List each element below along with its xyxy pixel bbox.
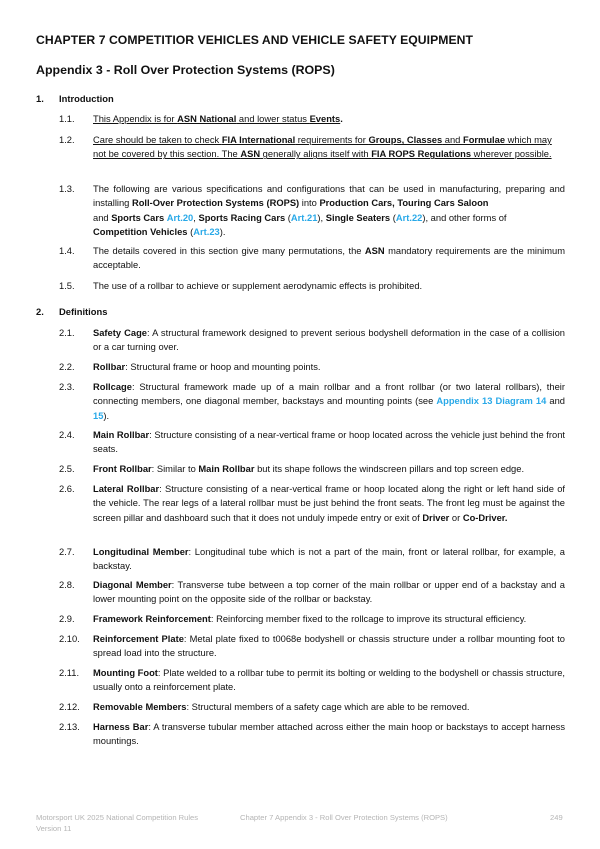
- item-number: 2.8.: [59, 580, 75, 590]
- item-number: 1.4.: [59, 246, 75, 256]
- item-number: 2.10.: [59, 634, 80, 644]
- article-20-link[interactable]: Art.20: [166, 212, 194, 223]
- text-run: ), and other forms of: [422, 212, 507, 223]
- intro-item-1-4: [59, 244, 565, 273]
- text-run: .: [340, 114, 343, 124]
- formulae-term: Formulae: [462, 135, 506, 145]
- text-run: and: [93, 212, 112, 223]
- definition-text: : A structural framework designed to prevent serious bodyshell deformation in the case of a collision or a car turning over.: [93, 328, 565, 353]
- intro-item-1-2: [59, 133, 565, 162]
- definition-text: : Reinforcing member fixed to the rollcage to improve its structural efficiency.: [210, 614, 527, 624]
- footer-version: Version 11: [36, 824, 72, 833]
- fia-rops-term: FIA ROPS Regulations: [371, 149, 472, 160]
- article-23-link[interactable]: Art.23: [193, 226, 220, 237]
- text-run: mandatory requirements are the minimum acceptable.: [93, 246, 565, 271]
- item-number: 2.11.: [59, 668, 80, 678]
- text-run: (: [392, 212, 396, 223]
- item-number: 1.1.: [59, 114, 75, 124]
- item-number: 1.2.: [59, 135, 75, 145]
- definition-text: ).: [103, 410, 110, 421]
- text-run: wherever possible.: [471, 149, 552, 160]
- competition-vehicles-term: Competition Vehicles: [93, 226, 188, 237]
- definition-2-1: [59, 326, 565, 355]
- definition-2-5: [59, 462, 565, 476]
- single-seaters-term: Single Seaters: [325, 212, 391, 223]
- text-run: and: [442, 135, 463, 145]
- text-run: This Appendix is for: [93, 114, 178, 124]
- events-term: Events: [309, 114, 341, 124]
- item-number: 2.3.: [59, 382, 75, 392]
- text-run: ),: [317, 212, 326, 223]
- footer-publication: [36, 812, 198, 834]
- text-run: and lower status: [236, 114, 310, 124]
- item-number: 2.5.: [59, 464, 75, 474]
- item-number: 2.2.: [59, 362, 75, 372]
- definition-2-7: [59, 545, 565, 574]
- production-cars-term: Production Cars, Touring Cars Saloon: [319, 198, 489, 209]
- definition-term: Diagonal Member: [93, 580, 172, 590]
- text-run: (: [287, 212, 291, 223]
- definition-text: or: [449, 512, 463, 523]
- text-run: ).: [219, 226, 226, 237]
- text-run: which may not be covered by this section. The: [93, 135, 552, 160]
- definition-term: Front Rollbar: [93, 464, 152, 474]
- diagram-15-link[interactable]: 15: [93, 410, 104, 421]
- definition-term: Mounting Foot: [93, 668, 158, 678]
- item-number: 2.4.: [59, 430, 75, 440]
- intro-item-1-3: [59, 182, 565, 239]
- footer-chapter: Chapter 7 Appendix 3 - Roll Over Protection Systems (ROPS): [240, 813, 448, 822]
- rops-term: Roll-Over Protection Systems (ROPS): [131, 198, 300, 209]
- definition-text: : Longitudinal tube which is not a part of the main, front or lateral rollbar, for example, a backstay.: [93, 547, 565, 572]
- section-number: 1.: [36, 93, 44, 104]
- definition-2-3: [59, 380, 565, 423]
- definition-text: but its shape follows the windscreen pillars and top screen edge.: [254, 464, 525, 474]
- definition-text: : Structure consisting of a near-vertical frame or hoop located along the right or left hand side of the vehicle. The rear legs of a lateral rollbar must be just behind the front seats. The front leg must be against the screen pillar and dashboard such that it does not unduly impede entry or exit of: [93, 484, 565, 523]
- definition-2-8: [59, 578, 565, 607]
- main-rollbar-term: Main Rollbar: [198, 464, 255, 474]
- driver-term: Driver: [422, 512, 450, 523]
- fia-international-term: FIA International: [221, 135, 296, 145]
- item-number: 1.3.: [59, 184, 75, 194]
- asn-term: ASN: [240, 149, 261, 160]
- definition-2-10: [59, 632, 565, 661]
- item-number: 1.5.: [59, 281, 75, 291]
- footer-page-number: 249: [550, 813, 563, 822]
- definition-text: : Plate welded to a rollbar tube to permit its bolting or welding to the bodyshell or chassis structure, usually onto a reinforcement plate.: [93, 668, 565, 693]
- definition-text: : Structural members of a safety cage which are able to be removed.: [186, 702, 470, 712]
- definition-term: Removable Members: [93, 702, 187, 712]
- item-number: 2.1.: [59, 328, 75, 338]
- definition-text: : Structure consisting of a near-vertical frame or hoop located across the vehicle just behind the front seats.: [93, 430, 565, 455]
- section-heading-definitions: [36, 306, 107, 317]
- co-driver-term: Co-Driver.: [462, 512, 508, 523]
- article-22-link[interactable]: Art.22: [395, 212, 423, 223]
- definition-text: : Structural frame or hoop and mounting points.: [125, 362, 321, 372]
- definition-2-13: [59, 720, 565, 749]
- text-run: into: [299, 198, 320, 209]
- item-number: 2.13.: [59, 722, 80, 732]
- intro-item-1-1: [59, 112, 565, 126]
- definition-term: Framework Reinforcement: [93, 614, 211, 624]
- definition-term: Lateral Rollbar: [93, 484, 160, 494]
- text-run: generally aligns itself with: [260, 149, 372, 160]
- text-run: requirements for: [295, 135, 369, 145]
- definition-2-2: [59, 360, 565, 374]
- item-number: 2.12.: [59, 702, 80, 712]
- definition-text: : Transverse tube between a top corner of the main rollbar or upper end of a backstay and a lower mounting point on the opposite side of the rollbar or backstay.: [93, 580, 565, 605]
- item-number: 2.9.: [59, 614, 75, 624]
- definition-text: and: [546, 396, 565, 407]
- groups-classes-term: Groups, Classes: [368, 135, 443, 145]
- appendix-13-diagram-14-link[interactable]: Appendix 13 Diagram 14: [436, 396, 547, 407]
- definition-2-12: [59, 700, 565, 714]
- text-run: ,: [193, 212, 199, 223]
- definition-term: Main Rollbar: [93, 430, 150, 440]
- text-run: The use of a rollbar to achieve or supplement aerodynamic effects is prohibited.: [93, 281, 423, 291]
- article-21-link[interactable]: Art.21: [290, 212, 318, 223]
- sports-racing-cars-term: Sports Racing Cars: [198, 212, 286, 223]
- definition-2-9: [59, 612, 565, 626]
- definition-term: Longitudinal Member: [93, 547, 189, 557]
- definition-2-11: [59, 666, 565, 695]
- definition-text: : Structural framework made up of a main rollbar and a front rollbar (or two lateral rollbars), their connecting members, one diagonal member, backstays and mounting points (see: [93, 382, 565, 407]
- definition-text: : Similar to: [151, 464, 199, 474]
- text-run: The details covered in this section give many permutations, the: [93, 246, 365, 256]
- text-run: (: [190, 226, 194, 237]
- section-title: Definitions: [59, 306, 108, 317]
- footer-rules-title: Motorsport UK 2025 National Competition Rules: [36, 813, 199, 822]
- definition-2-6: [59, 482, 565, 525]
- intro-item-1-5: [59, 279, 565, 293]
- definition-term: Rollbar: [93, 362, 126, 372]
- definition-text: : Metal plate fixed to t0068e bodyshell or chassis structure under a rollbar mounting foot to spread load into the structure.: [93, 634, 565, 659]
- sports-cars-term: Sports Cars: [111, 212, 165, 223]
- section-title: Introduction: [59, 93, 114, 104]
- appendix-title: Appendix 3 - Roll Over Protection Systems (ROPS): [36, 63, 335, 77]
- asn-term: ASN: [364, 246, 385, 256]
- text-run: Care should be taken to check: [93, 135, 222, 145]
- chapter-title: CHAPTER 7 COMPETITIOR VEHICLES AND VEHICLE SAFETY EQUIPMENT: [36, 33, 474, 47]
- definition-term: Safety Cage: [93, 328, 147, 338]
- asn-national-term: ASN National: [177, 114, 237, 124]
- text-run: The following are various specifications and configurations that can be used in manufacturing, preparing and installing: [93, 184, 565, 209]
- item-number: 2.6.: [59, 484, 75, 494]
- definition-2-4: [59, 428, 565, 457]
- section-heading-introduction: [36, 93, 114, 104]
- item-number: 2.7.: [59, 547, 75, 557]
- definition-term: Harness Bar: [93, 722, 149, 732]
- section-number: 2.: [36, 306, 44, 317]
- definition-term: Reinforcement Plate: [93, 634, 184, 644]
- definition-term: Rollcage: [93, 382, 132, 392]
- definition-text: : A transverse tubular member attached across either the main hoop or backstays to accept harness mountings.: [93, 722, 565, 747]
